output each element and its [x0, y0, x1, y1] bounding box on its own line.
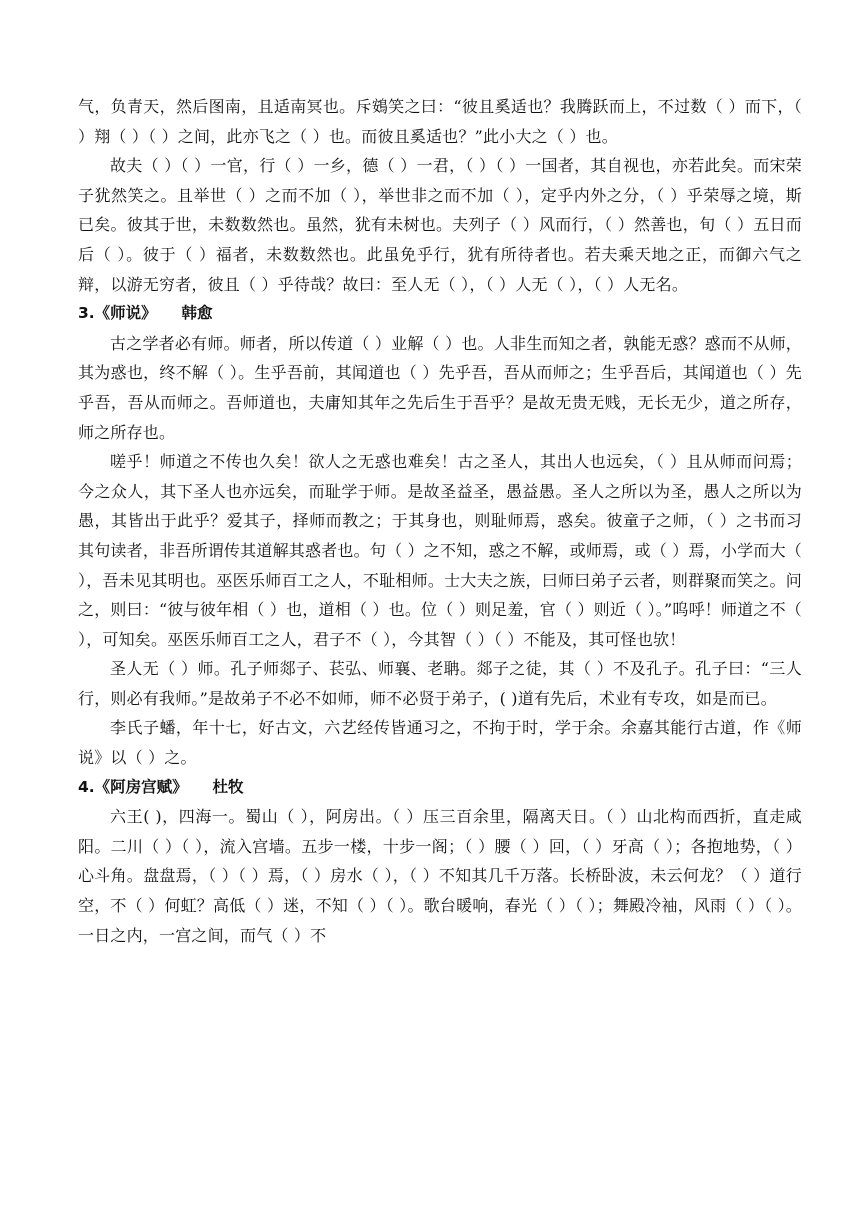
xiaoyao-paragraph-1: 气，负青天，然后图南，且适南冥也。斥鴳笑之曰：“彼且奚适也？我腾跃而上，不过数（ ）而下，（ ）翔（ ）（ ）之间，此亦飞之（ ）也。而彼且奚适也？”此小大之（ ）也。 [78, 97, 802, 146]
afang-author: 杜牧 [212, 777, 244, 796]
shishuo-paragraph-3: 圣人无（ ）师。孔子师郯子、苌弘、师襄、老聃。郯子之徒，其（ ）不及孔子。孔子曰：“三人行，则必有我师。”是故弟子不必不如师，师不必贤于弟子，( )道有先后，术业有专攻，如是而已。 [78, 659, 802, 708]
xiaoyao-paragraph-2: 故夫（ ）（ ）一官，行（ ）一乡，德（ ）一君，（ ）（ ）一国者，其自视也，亦若此矣。而宋荣子犹然笑之。且举世（ ）之而不加（ ），举世非之而不加（ ），定乎内外之分，（ ）乎荣辱之境，斯已矣。彼其于世，未数数然也。虽然，犹有未树也。夫列子（ ）风而行，（ ）然善也，旬（ ）五日而后（ ）。彼于（ ）福者，未数数然也。此虽免乎行，犹有所待者也。若夫乘天地之正，而御六气之辩，以游无穷者，彼且（ ）乎待哉？故曰：至人无（ ），（ ）人无（ ），（ ）人无名。 [78, 156, 802, 294]
document-page [78, 92, 802, 950]
afang-paragraph-1: 六王( )，四海一。蜀山（ ），阿房出。（ ）压三百余里，隔离天日。（ ）山北构而西折，直走咸阳。二川（ ）（ ），流入宫墙。五步一楼，十步一阁；（ ）腰（ ）回，（ ）牙高（ ）；各抱地势，（ ）心斗角。盘盘焉，（ ）（ ）焉，（ ）房水（ ），（ ）不知其几千万落。长桥卧波，未云何龙？（ ）道行空，不（ ）何虹？高低（ ）迷，不知（ ）（ ）。歌台暖响，春光（ ）（ ）；舞殿冷袖，风雨（ ）（ ）。一日之内，一宫之间，而气（ ）不 [78, 807, 802, 945]
afang-heading [78, 773, 802, 803]
shishuo-title: 3.《师说》 [78, 304, 157, 323]
afang-title: 4.《阿房宫赋》 [78, 777, 188, 796]
shishuo-paragraph-4: 李氏子蟠，年十七，好古文，六艺经传皆通习之，不拘于时，学于余。余嘉其能行古道，作《师说》以（ ）之。 [78, 718, 802, 768]
shishuo-paragraph-2: 嗟乎！师道之不传也久矣！欲人之无惑也难矣！古之圣人，其出人也远矣，（ ）且从师而问焉；今之众人，其下圣人也亦远矣，而耻学于师。是故圣益圣，愚益愚。圣人之所以为圣，愚人之所以为愚，其皆出于此乎？爱其子，择师而教之；于其身也，则耻师焉，惑矣。彼童子之师，（ ）之书而习其句读者，非吾所谓传其道解其惑者也。句（ ）之不知，惑之不解，或师焉，或（ ）焉，小学而大（ ），吾未见其明也。巫医乐师百工之人，不耻相师。士大夫之族，曰师曰弟子云者，则群聚而笑之。问之，则曰：“彼与彼年相（ ）也，道相（ ）也。位（ ）则足羞，官（ ）则近（ ）。”呜呼！师道之不（ ），可知矣。巫医乐师百工之人，君子不（ ），今其智（ ）（ ）不能及，其可怪也欤！ [78, 452, 802, 649]
shishuo-heading [78, 299, 802, 329]
shishuo-author: 韩愈 [181, 304, 213, 323]
shishuo-paragraph-1: 古之学者必有师。师者，所以传道（ ）业解（ ）也。人非生而知之者，孰能无惑？惑而不从师，其为惑也，终不解（ ）。生乎吾前，其闻道也（ ）先乎吾，吾从而师之；生乎吾后，其闻道也（ ）先乎吾，吾从而师之。吾师道也，夫庸知其年之先后生于吾乎？是故无贵无贱，无长无少，道之所存，师之所存也。 [78, 333, 802, 442]
